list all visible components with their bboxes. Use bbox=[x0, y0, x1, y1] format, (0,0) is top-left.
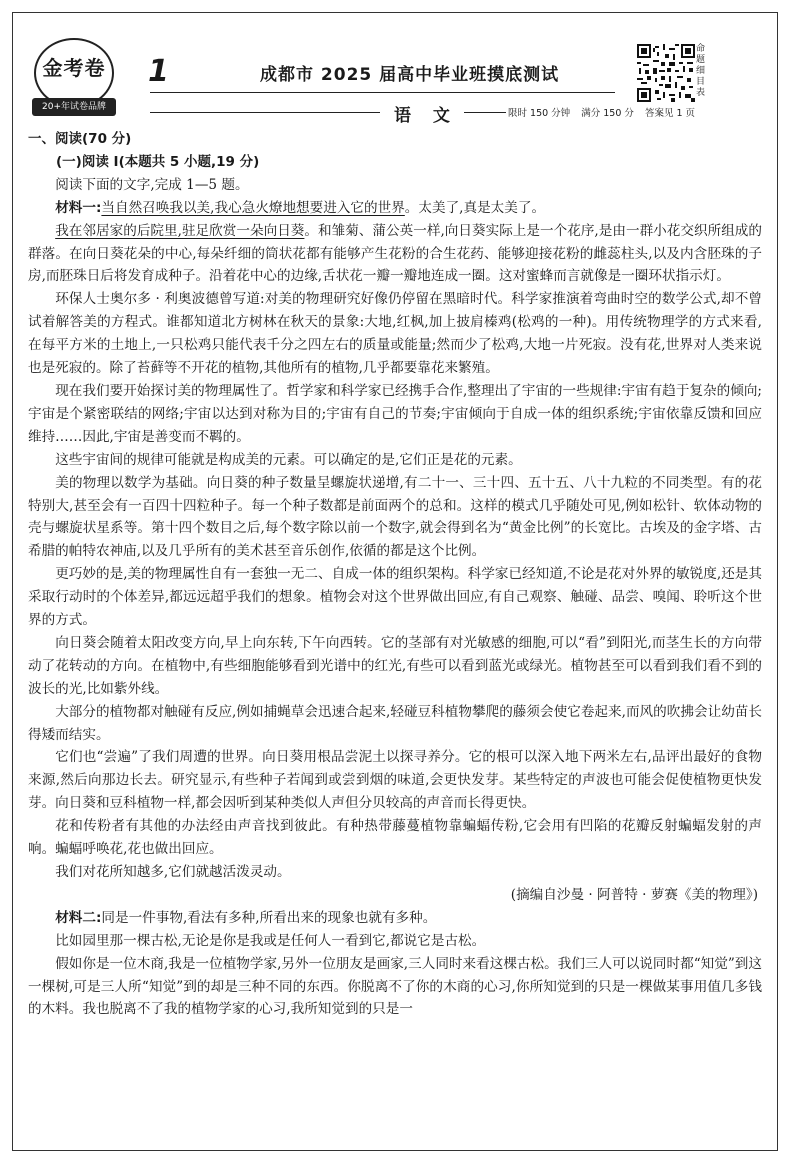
paragraph-rest: 。和雏菊、蒲公英一样,向日葵实际上是一个花序,是由一群小花交织所组成的群落。在向日葵花朵的中心,每朵纤细的筒状花都有能够产生花粉的合生花药、能够迎接花粉的雌蕊柱头,以及内含胚珠的子房,而胚珠日后将发育成种子。沿着花中心的边缘,舌状花一瓣一瓣地连成一圈。这对蜜蜂而言就像是一圈环状指示灯。 bbox=[28, 222, 763, 285]
m1-paragraph-4: 这些宇宙间的规律可能就是构成美的元素。可以确定的是,它们正是花的元素。 bbox=[55, 451, 522, 468]
m1-paragraph-6: 更巧妙的是,美的物理属性自有一套独一无二、自成一体的组织架构。科学家已经知道,不论是花对外界的敏锐度,还是其采取行动时的个体差异,都远远超乎我们的想象。植物会对这个世界做出回应,有自己观察、触碰、品尝、嗅闻、聆听这个世界的方式。 bbox=[28, 566, 762, 629]
lead-rest: 。太美了,真是太美了。 bbox=[404, 199, 546, 216]
underlined-sentence: 当自然召唤我以美,我心急火燎地想要进入它的世界 bbox=[101, 199, 405, 216]
m1-paragraph-10: 花和传粉者有其他的办法经由声音找到彼此。有种热带藤蔓植物靠蝙蝠传粉,它会用有凹陷的花瓣反射蝙蝠发射的声响。蝙蝠呼唤花,花也做出回应。 bbox=[28, 818, 762, 858]
m1-paragraph-1 bbox=[28, 220, 762, 289]
qr-label: 命题细目表 bbox=[696, 44, 706, 98]
paper-number: 1 bbox=[148, 54, 169, 89]
m1-paragraph-5: 美的物理以数学为基础。向日葵的种子数量呈螺旋状递增,有二十一、三十四、五十五、八十九粒的不同类型。有的花特别大,甚至会有一百四十四粒种子。每一个种子数都是前面两个的总和。这样的模式几乎随处可见,例如松针、软体动物的壳与螺旋状星系等。第十四个数目之后,每个数字除以前一个数字,就会得到名为“黄金比例”的长宽比。古埃及的金字塔、古希腊的帕特农神庙,以及几乎所有的美术甚至音乐创作,依循的都是这个比例。 bbox=[28, 474, 762, 560]
subject-rule-left bbox=[150, 112, 380, 113]
header-rule bbox=[150, 92, 615, 93]
m1-paragraph-7: 向日葵会随着太阳改变方向,早上向东转,下午向西转。它的茎部有对光敏感的细胞,可以“看”到阳光,而茎生长的方向带动了花转动的方向。在植物中,有些细胞能够看到光谱中的红光,有些可以看到蓝光或绿光。植物甚至可以看到我们看不到的波长的光,比如紫外线。 bbox=[28, 634, 762, 697]
exam-meta bbox=[508, 105, 703, 119]
brand-logo bbox=[26, 38, 122, 128]
reading-content bbox=[28, 128, 762, 1021]
m2-paragraph-2: 假如你是一位木商,我是一位植物学家,另外一位朋友是画家,三人同时来看这棵古松。我们三人可以说同时都“知觉”到这一棵树,可是三人所“知觉”到的却是三种不同的东西。你脱离不了你的木商的心习,你所知觉到的只是一棵做某事用值几多钱的木料。我也脱离不了我的植物学家的心习,我所知觉到的只是一 bbox=[28, 955, 762, 1018]
instruction: 阅读下面的文字,完成 1—5 题。 bbox=[55, 176, 249, 193]
qr-code-icon[interactable] bbox=[637, 44, 695, 102]
m2-paragraph-1: 比如园里那一棵古松,无论是你是我或是任何人一看到它,都说它是古松。 bbox=[55, 932, 486, 949]
material-1-lead bbox=[28, 197, 762, 220]
material-2-lead bbox=[28, 907, 762, 930]
m1-paragraph-2: 环保人士奥尔多 · 利奥波德曾写道:对美的物理研究好像仍停留在黑暗时代。科学家推演着弯曲时空的数学公式,却不曾试着解答美的方程式。谁都知道北方树林在秋天的景象:大地,红枫,加上披肩榛鸡(松鸡的一种)。用传统物理学的方式来看,在每平方米的土地上,一只松鸡只能代表千分之四左右的质量或能量;然而少了松鸡,大地一片死寂。没有花,世界对人类来说也是死寂的。除了苔藓等不开花的植物,其他所有的植物,几乎都要靠花来繁殖。 bbox=[28, 291, 762, 377]
m1-paragraph-9: 它们也“尝遍”了我们周遭的世界。向日葵用根品尝泥土以探寻养分。它的根可以深入地下两米左右,品评出最好的食物来源,然后向那边长去。研究显示,有些种子若闻到或尝到烟的味道,会更快发芽。某些特定的声波也可能会促使植物更快发芽。向日葵和豆科植物一样,都会因听到某种类似人声但分贝较高的声音而长得更快。 bbox=[28, 749, 762, 812]
material-1-source: (摘编自沙曼 · 阿普特 · 萝赛《美的物理》) bbox=[510, 886, 758, 903]
underlined-sentence: 我在邻居家的后院里,驻足欣赏一朵向日葵 bbox=[55, 222, 305, 239]
section-title: 一、阅读(70 分) bbox=[28, 131, 132, 147]
m1-paragraph-11: 我们对花所知越多,它们就越活泼灵动。 bbox=[55, 864, 291, 880]
answer-reference: 答案见 1 页 bbox=[644, 108, 696, 119]
logo-brand: 金考卷 bbox=[42, 56, 106, 80]
m1-paragraph-3: 现在我们要开始探讨美的物理属性了。哲学家和科学家已经携手合作,整理出了宇宙的一些规律:宇宙有趋于复杂的倾向;宇宙是个紧密联结的网络;宇宙以达到对称为目的;宇宙有自己的节奏;宇宙倾向于自成一体的组织系统;宇宙依靠反馈和回应维持……因此,宇宙是善变而不羁的。 bbox=[28, 382, 762, 445]
full-score: 满分 150 分 bbox=[581, 108, 634, 119]
time-limit: 限时 150 分钟 bbox=[508, 108, 571, 119]
subject-title: 语 文 bbox=[388, 101, 464, 126]
lead-text: 同是一件事物,看法有多种,所看出来的现象也就有多种。 bbox=[101, 909, 437, 926]
logo-tag: 20+年试卷品牌 bbox=[32, 98, 116, 116]
part-title: (一)阅读 Ⅰ(本题共 5 小题,19 分) bbox=[56, 153, 260, 170]
material-2-label: 材料二: bbox=[55, 909, 102, 926]
m1-paragraph-8: 大部分的植物都对触碰有反应,例如捕蝇草会迅速合起来,轻碰豆科植物攀爬的藤须会使它卷起来,而风的吹拂会让幼苗长得矮而结实。 bbox=[28, 703, 762, 743]
exam-title: 成都市 2025 届高中毕业班摸底测试 bbox=[260, 65, 560, 85]
material-1-label: 材料一: bbox=[55, 199, 102, 216]
